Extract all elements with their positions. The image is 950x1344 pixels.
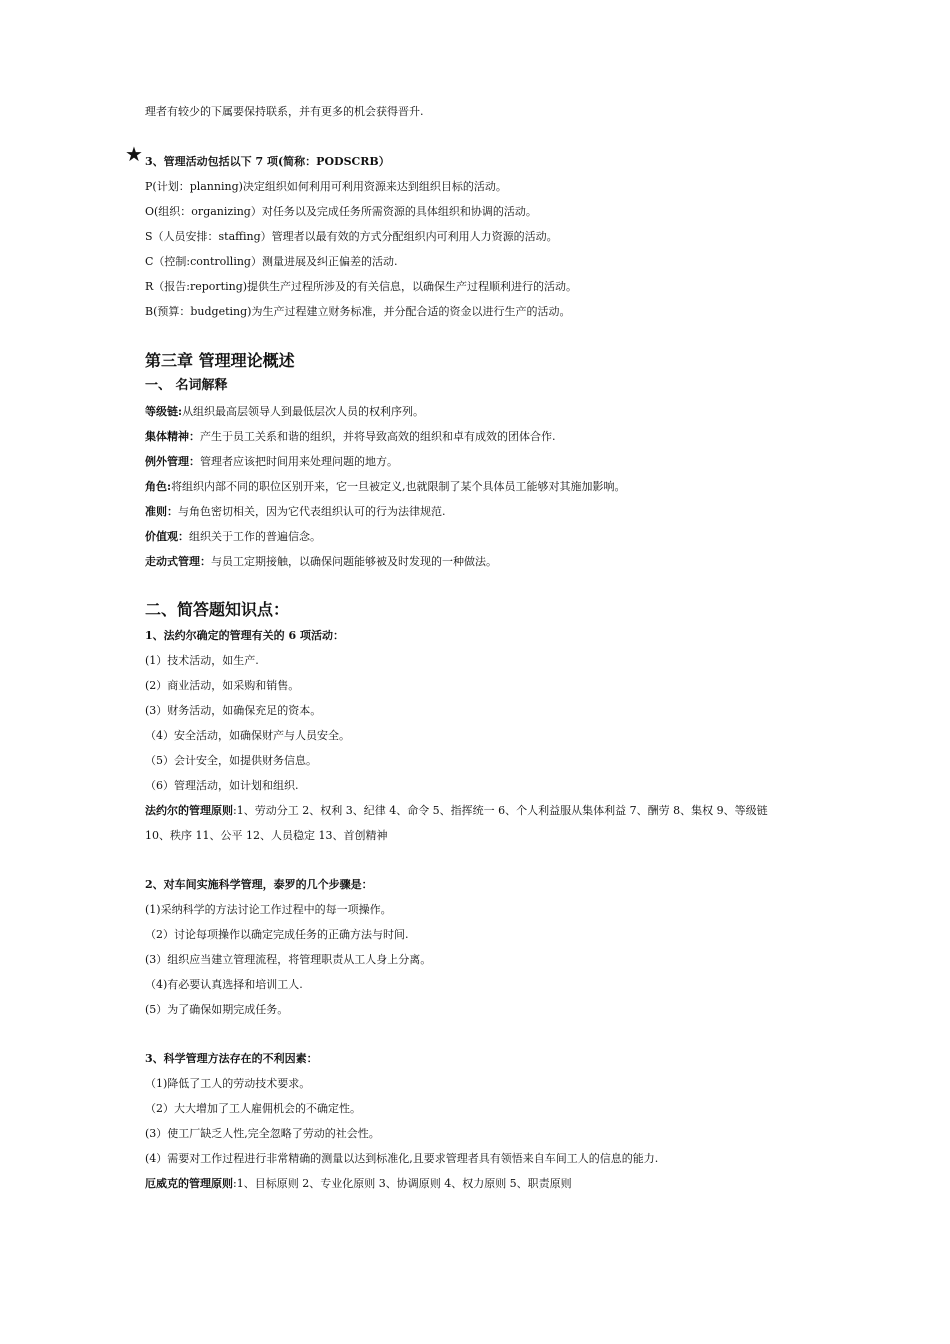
term-label: 准则： [145,505,178,518]
question-heading: 1、法约尔确定的管理有关的 6 项活动： [145,629,344,642]
list-item: P(计划：planning)决定组织如何利用可利用资源来达到组织目标的活动。 [145,180,507,193]
term-row [145,529,321,545]
term-label: 等级链: [145,405,183,418]
list-item: （6）管理活动，如计划和组织. [145,779,299,792]
question-heading: 3、科学管理方法存在的不利因素： [145,1052,318,1065]
principles-line [145,1176,572,1192]
term-row [145,554,497,570]
term-label: 价值观： [145,530,189,543]
list-item: (2）商业活动，如采购和销售。 [145,679,300,692]
intro-line: 理者有较少的下属要保持联系，并有更多的机会获得晋升. [145,105,424,118]
list-item: (4）需要对工作过程进行非常精确的测量以达到标准化,且要求管理者具有领悟来自车间工人的信息的能力. [145,1152,659,1165]
list-item: （4)有必要认真选择和培训工人. [145,978,303,991]
term-definition: 产生于员工关系和谐的组织，并将导致高效的组织和卓有成效的团体合作. [200,430,556,443]
subsection-title-terms: 一、 名词解释 [145,378,228,393]
term-label: 集体精神： [145,430,200,443]
subsection-title-questions: 二、简答题知识点： [145,600,290,619]
list-item: （1)降低了工人的劳动技术要求。 [145,1077,311,1090]
list-item: (3）使工厂缺乏人性,完全忽略了劳动的社会性。 [145,1127,380,1140]
list-item: （4）安全活动，如确保财产与人员安全。 [145,729,350,742]
chapter-title: 第三章 管理理论概述 [145,351,295,370]
star-icon: ★ [125,142,143,166]
list-item: (1)采纳科学的方法讨论工作过程中的每一项操作。 [145,903,392,916]
list-item: (1）技术活动，如生产. [145,654,259,667]
term-row [145,404,424,420]
list-item: （2）大大增加了工人雇佣机会的不确定性。 [145,1102,361,1115]
term-label: 例外管理： [145,455,200,468]
term-definition: 将组织内部不同的职位区别开来，它一旦被定义,也就限制了某个具体员工能够对其施加影响。 [171,480,626,493]
list-item: (3）组织应当建立管理流程，将管理职责从工人身上分离。 [145,953,432,966]
list-item: （5）会计安全，如提供财务信息。 [145,754,317,767]
term-label: 走动式管理： [145,555,211,568]
list-item: B(预算：budgeting)为生产过程建立财务标准，并分配合适的资金以进行生产的活动。 [145,305,571,318]
term-definition: 与角色密切相关，因为它代表组织认可的行为法律规范. [178,505,446,518]
list-item: (5）为了确保如期完成任务。 [145,1003,289,1016]
list-item: S（人员安排：staffing）管理者以最有效的方式分配组织内可利用人力资源的活动。 [145,230,558,243]
list-item: （2）讨论每项操作以确定完成任务的正确方法与时间. [145,928,409,941]
principles-label: 厄威克的管理原则 [145,1177,233,1190]
term-label: 角色: [145,480,172,493]
question-heading: 2、对车间实施科学管理，泰罗的几个步骤是： [145,878,373,891]
principles-label: 法约尔的管理原则 [145,804,233,817]
term-definition: 组织关于工作的普遍信念。 [189,530,321,543]
list-item: R（报告:reporting)提供生产过程所涉及的有关信息，以确保生产过程顺利进行的活动。 [145,280,578,293]
term-definition: 与员工定期接触，以确保问题能够被及时发现的一种做法。 [211,555,497,568]
principles-text: :1、劳动分工 2、权利 3、纪律 4、命令 5、指挥统一 6、个人利益服从集体利益 7、酬劳 8、集权 9、等级链 [233,804,768,817]
list-item: O(组织：organizing）对任务以及完成任务所需资源的具体组织和协调的活动。 [145,205,537,218]
term-row [145,429,556,445]
list-item: C（控制:controlling）测量进展及纠正偏差的活动. [145,255,398,268]
term-row [145,504,446,520]
list-item: (3）财务活动，如确保充足的资本。 [145,704,322,717]
principles-text: :1、目标原则 2、专业化原则 3、协调原则 4、权力原则 5、职责原则 [233,1177,572,1190]
term-definition: 管理者应该把时间用来处理问题的地方。 [200,455,398,468]
term-definition: 从组织最高层领导人到最低层次人员的权利序列。 [182,405,425,418]
term-row [145,454,398,470]
section-heading-activities: 3、管理活动包括以下 7 项(简称：PODSCRB） [145,155,390,168]
principles-line [145,803,768,819]
principles-continuation: 10、秩序 11、公平 12、人员稳定 13、首创精神 [145,829,388,842]
term-row [145,479,626,495]
